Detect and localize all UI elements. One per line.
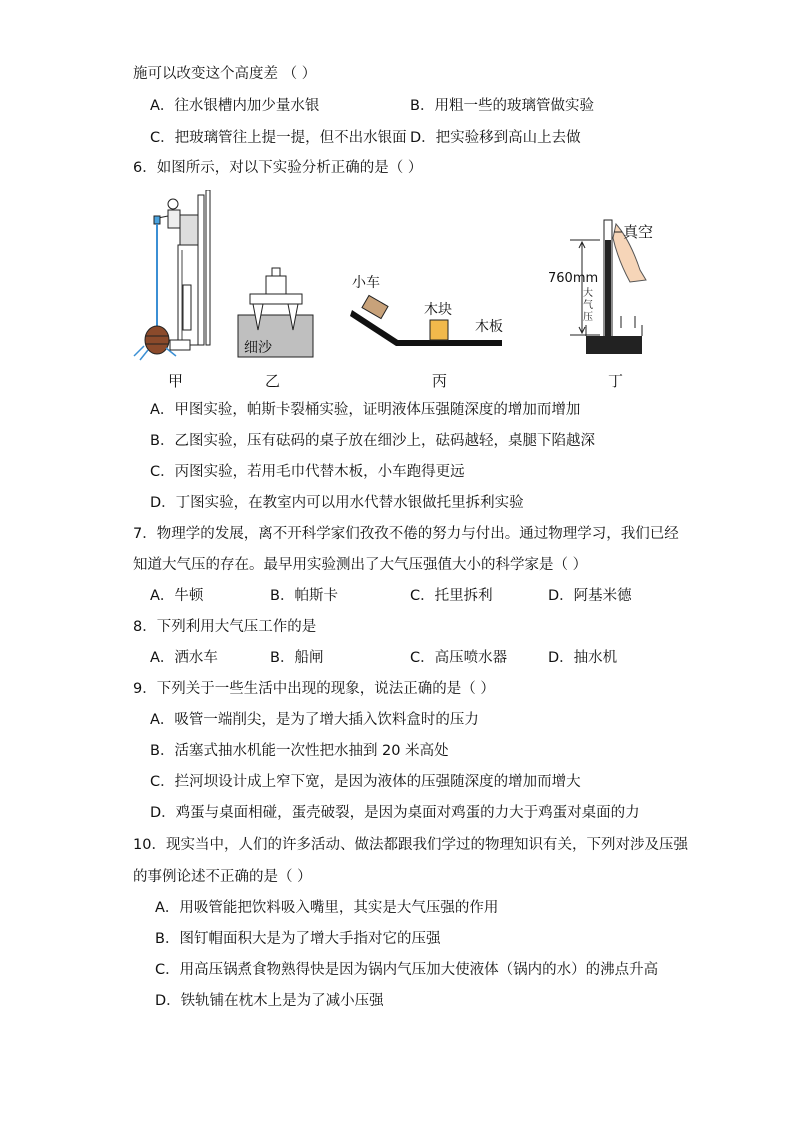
q6-option-d[interactable]: D．丁图实验，在教室内可以用水代替水银做托里拆利实验 bbox=[150, 495, 524, 511]
q10-option-c[interactable]: C．用高压锅煮食物熟得快是因为锅内气压加大使液体（锅内的水）的沸点升高 bbox=[155, 962, 659, 978]
q8-option-c[interactable]: C．高压喷水器 bbox=[410, 650, 508, 666]
q5-option-a[interactable]: A．往水银槽内加少量水银 bbox=[150, 98, 320, 114]
block-label: 木块 bbox=[424, 302, 452, 318]
vacuum-label: 真空 bbox=[623, 223, 654, 241]
cart-label: 小车 bbox=[352, 275, 380, 291]
height-label: 760mm bbox=[548, 271, 599, 286]
q9-option-b[interactable]: B．活塞式抽水机能一次性把水抽到 20 米高处 bbox=[150, 743, 449, 759]
figure-label-yi: 乙 bbox=[265, 372, 281, 390]
q10-stem-line-1: 10．现实当中，人们的许多活动、做法都跟我们学过的物理知识有关，下列对涉及压强 bbox=[133, 837, 688, 853]
q9-stem: 9．下列关于一些生活中出现的现象，说法正确的是（ ） bbox=[133, 681, 495, 697]
q9-option-d[interactable]: D．鸡蛋与桌面相碰，蛋壳破裂，是因为桌面对鸡蛋的力大于鸡蛋对桌面的力 bbox=[150, 805, 640, 821]
atm-label-2: 气 bbox=[583, 300, 593, 311]
q9-option-a[interactable]: A．吸管一端削尖，是为了增大插入饮料盒时的压力 bbox=[150, 712, 479, 728]
q7-option-c[interactable]: C．托里拆利 bbox=[410, 588, 493, 604]
q5-option-b[interactable]: B．用粗一些的玻璃管做实验 bbox=[410, 98, 594, 114]
q7-option-a[interactable]: A．牛顿 bbox=[150, 588, 204, 604]
q5-option-c[interactable]: C．把玻璃管往上提一提，但不出水银面 bbox=[150, 130, 407, 146]
sand-label: 细沙 bbox=[244, 340, 272, 356]
q10-option-a[interactable]: A．用吸管能把饮料吸入嘴里，其实是大气压强的作用 bbox=[155, 900, 499, 916]
board-label: 木板 bbox=[475, 319, 503, 335]
q10-option-b[interactable]: B．图钉帽面积大是为了增大手指对它的压强 bbox=[155, 931, 441, 947]
q5-option-d[interactable]: D．把实验移到高山上去做 bbox=[410, 130, 581, 146]
cart-ramp-illustration bbox=[350, 275, 503, 346]
q6-option-a[interactable]: A．甲图实验，帕斯卡裂桶实验，证明液体压强随深度的增加而增加 bbox=[150, 402, 581, 418]
atm-label-1: 大 bbox=[583, 288, 593, 299]
q8-option-d[interactable]: D．抽水机 bbox=[548, 650, 618, 666]
atm-label-3: 压 bbox=[583, 312, 593, 323]
q7-option-d[interactable]: D．阿基米德 bbox=[548, 588, 632, 604]
pascal-barrel-illustration bbox=[134, 190, 210, 360]
torricelli-illustration bbox=[548, 220, 653, 354]
q10-stem-line-2: 的事例论述不正确的是（ ） bbox=[133, 869, 312, 885]
q10-option-d[interactable]: D．铁轨铺在枕木上是为了减小压强 bbox=[155, 993, 384, 1009]
q9-option-c[interactable]: C．拦河坝设计成上窄下宽，是因为液体的压强随深度的增加而增大 bbox=[150, 774, 581, 790]
q6-stem: 6．如图所示，对以下实验分析正确的是（ ） bbox=[133, 160, 423, 176]
q8-stem: 8．下列利用大气压工作的是 bbox=[133, 619, 317, 635]
figure-label-ding: 丁 bbox=[608, 372, 624, 390]
q6-option-c[interactable]: C．丙图实验，若用毛巾代替木板，小车跑得更远 bbox=[150, 464, 465, 480]
q7-stem-line-2: 知道大气压的存在。最早用实验测出了大气压强值大小的科学家是（ ） bbox=[133, 557, 588, 573]
q7-option-b[interactable]: B．帕斯卡 bbox=[270, 588, 338, 604]
q8-option-a[interactable]: A．洒水车 bbox=[150, 650, 218, 666]
figure-label-jia: 甲 bbox=[168, 372, 184, 390]
table-on-sand-illustration bbox=[238, 268, 313, 357]
q6-figure bbox=[130, 190, 670, 390]
q6-option-b[interactable]: B．乙图实验，压有砝码的桌子放在细沙上，砝码越轻，桌腿下陷越深 bbox=[150, 433, 595, 449]
figure-label-bing: 丙 bbox=[432, 372, 448, 390]
q7-stem-line-1: 7．物理学的发展，离不开科学家们孜孜不倦的努力与付出。通过物理学习，我们已经 bbox=[133, 526, 679, 542]
q5-stem-tail: 施可以改变这个高度差 （ ） bbox=[133, 66, 317, 82]
q8-option-b[interactable]: B．船闸 bbox=[270, 650, 324, 666]
